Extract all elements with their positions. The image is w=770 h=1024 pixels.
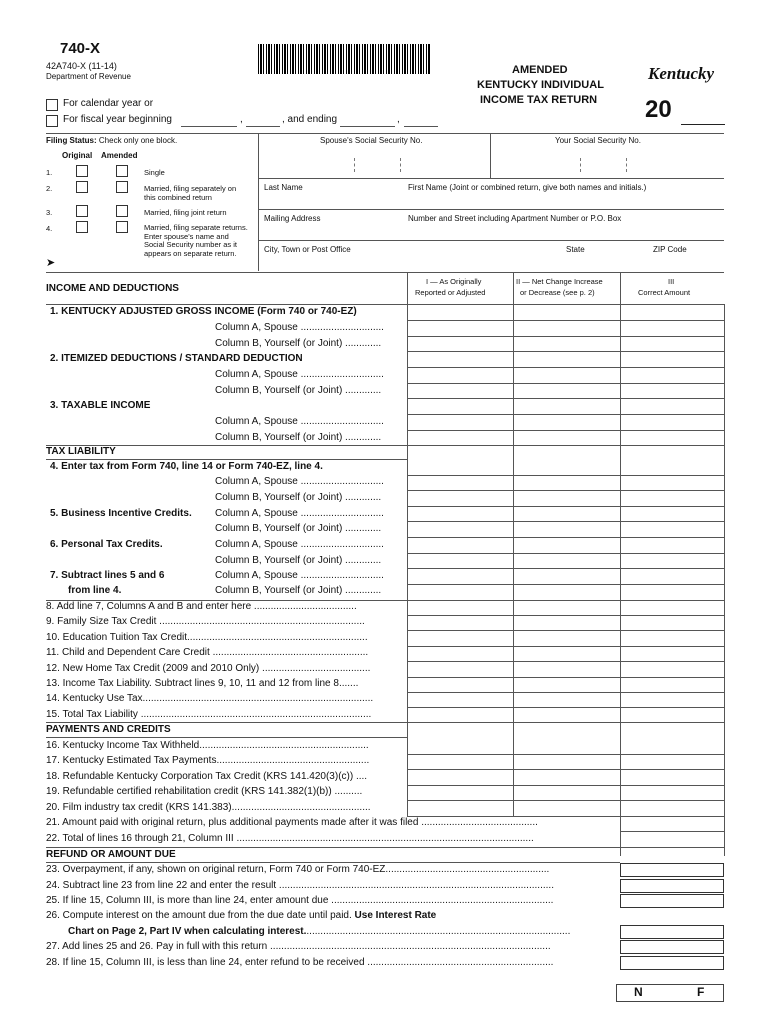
- line-24-label: 24. Subtract line 23 from line 22 and enter the result ...................................................................................................: [46, 880, 554, 891]
- tax-liability-title: TAX LIABILITY: [46, 446, 116, 457]
- fiscal-separator: ,: [240, 114, 243, 125]
- title-line1: AMENDED: [512, 64, 568, 76]
- line-26-label-2: Chart on Page 2, Part IV when calculating interest................................................................................................: [68, 926, 571, 937]
- your-ssn-label: Your Social Security No.: [555, 136, 641, 145]
- status-num-3: 3.: [46, 208, 53, 217]
- last-name-label: Last Name: [264, 183, 303, 192]
- line-22-field[interactable]: [46, 847, 724, 848]
- line-3-col-b-label: Column B, Yourself (or Joint) .............: [215, 432, 382, 443]
- calendar-year-checkbox[interactable]: [46, 99, 58, 111]
- line-10-label: 10. Education Tuition Tax Credit.................................................................: [46, 632, 368, 643]
- title-line3: INCOME TAX RETURN: [480, 94, 598, 106]
- form-code: 42A740-X (11-14): [46, 61, 117, 71]
- name-field[interactable]: [258, 209, 724, 210]
- status-4-label: Married, filing separate returns. Enter spouse's name and Social Security number as it appears on separate return.: [144, 223, 248, 258]
- col3-header-2: Correct Amount: [638, 288, 691, 297]
- line-23-label: 23. Overpayment, if any, shown on original return, Form 740 or Form 740-EZ...........................................................: [46, 864, 550, 875]
- fiscal-end-separator: ,: [397, 114, 400, 125]
- line-1-col-b-field[interactable]: [407, 351, 724, 352]
- line-27-label: 27. Add lines 25 and 26. Pay in full with this return .....................................................................................................: [46, 941, 551, 952]
- status-3-label: Married, filing joint return: [144, 208, 227, 217]
- spouse-ssn-field[interactable]: [354, 158, 355, 172]
- zip-label: ZIP Code: [653, 245, 687, 254]
- line-4-col-b-field[interactable]: [407, 506, 724, 507]
- filing-status-title: Filing Status: Check only one block.: [46, 136, 178, 145]
- status-num-2: 2.: [46, 184, 53, 193]
- line-17-field[interactable]: [407, 769, 724, 770]
- status-3-original-checkbox[interactable]: [76, 205, 88, 217]
- line-9-field[interactable]: [407, 630, 724, 631]
- status-2-label: Married, filing separately on this combined return: [144, 184, 237, 202]
- line-28-label: 28. If line 15, Column III, is less than line 24, enter refund to be received ...................................................................: [46, 957, 554, 968]
- line-21-label: 21. Amount paid with original return, plus additional payments made after it was filed ..........................................: [46, 817, 538, 828]
- line-8-label: 8. Add line 7, Columns A and B and enter here .....................................: [46, 601, 357, 612]
- line-11-label: 11. Child and Dependent Care Credit ........................................................: [46, 647, 369, 658]
- f-marker: F: [697, 985, 705, 999]
- title-line2: KENTUCKY INDIVIDUAL: [477, 79, 604, 91]
- line-11-field[interactable]: [407, 661, 724, 662]
- line-4-label: 4. Enter tax from Form 740, line 14 or Form 740-EZ, line 4.: [50, 461, 323, 472]
- line-14-field[interactable]: [407, 707, 724, 708]
- form-number: 740-X: [60, 40, 101, 57]
- col-amended: Amended: [101, 151, 138, 160]
- fiscal-begin-year-field[interactable]: [246, 126, 280, 127]
- line-13-field[interactable]: [407, 692, 724, 693]
- col3-header-1: III: [668, 277, 675, 286]
- line-23-field[interactable]: [620, 863, 724, 877]
- fiscal-year-label: For fiscal year beginning: [63, 114, 172, 125]
- line-6-col-b-field[interactable]: [407, 568, 724, 569]
- line-5-col-b-label: Column B, Yourself (or Joint) .............: [215, 523, 382, 534]
- payments-title: PAYMENTS AND CREDITS: [46, 724, 171, 735]
- line-1-col-a-field[interactable]: [407, 336, 724, 337]
- line-6-col-a-label: Column A, Spouse ..............................: [215, 539, 384, 550]
- status-1-original-checkbox[interactable]: [76, 165, 88, 177]
- line-3-col-b-field[interactable]: [46, 445, 724, 446]
- line-7-col-a-label: Column A, Spouse ..............................: [215, 570, 384, 581]
- address-field[interactable]: [258, 240, 724, 241]
- line-4-col-a-field[interactable]: [407, 490, 724, 491]
- line-22-label: 22. Total of lines 16 through 21, Column III ...........................................................................................................: [46, 833, 534, 844]
- line-28-field[interactable]: [620, 956, 724, 970]
- street-label: Number and Street including Apartment Number or P.O. Box: [408, 214, 622, 223]
- status-1-label: Single: [144, 168, 165, 177]
- line-2-label: 2. ITEMIZED DEDUCTIONS / STANDARD DEDUCTION: [50, 353, 303, 364]
- line-26-field[interactable]: [620, 925, 724, 939]
- arrow-icon: ➤: [46, 257, 56, 269]
- line-5-col-b-field[interactable]: [407, 537, 724, 538]
- line-6-col-a-field[interactable]: [407, 553, 724, 554]
- line-16-field[interactable]: [407, 754, 724, 755]
- status-num-4: 4.: [46, 224, 53, 233]
- line-2-col-b-field[interactable]: [407, 398, 724, 399]
- line-25-field[interactable]: [620, 894, 724, 908]
- line-1-label: 1. KENTUCKY ADJUSTED GROSS INCOME (Form 740 or 740-EZ): [50, 306, 357, 317]
- line-19-label: 19. Refundable certified rehabilitation credit (KRS 141.382(1)(b)) ..........: [46, 786, 363, 797]
- line-14-label: 14. Kentucky Use Tax...................................................................................: [46, 693, 374, 704]
- line-18-field[interactable]: [407, 785, 724, 786]
- status-num-1: 1.: [46, 168, 53, 177]
- line-26-label: 26. Compute interest on the amount due from the due date until paid. Use Interest Rate: [46, 910, 437, 921]
- line-5-col-a-field[interactable]: [407, 521, 724, 522]
- fiscal-end-year-field[interactable]: [404, 126, 438, 127]
- status-1-amended-checkbox[interactable]: [116, 165, 128, 177]
- line-15-field[interactable]: [46, 722, 724, 723]
- line-12-label: 12. New Home Tax Credit (2009 and 2010 Only) .......................................: [46, 663, 371, 674]
- line-24-field[interactable]: [620, 879, 724, 893]
- department: Department of Revenue: [46, 72, 131, 81]
- your-ssn-field[interactable]: [580, 158, 581, 172]
- line-2-col-b-label: Column B, Yourself (or Joint) .............: [215, 385, 382, 396]
- fiscal-year-checkbox[interactable]: [46, 115, 58, 127]
- status-2-amended-checkbox[interactable]: [116, 181, 128, 193]
- n-marker: N: [634, 985, 643, 999]
- fiscal-begin-field[interactable]: [181, 126, 237, 127]
- line-6-label: 6. Personal Tax Credits.: [50, 539, 163, 550]
- line-2-col-a-label: Column A, Spouse ..............................: [215, 369, 384, 380]
- line-17-label: 17. Kentucky Estimated Tax Payments.......................................................: [46, 755, 370, 766]
- barcode: [258, 44, 430, 74]
- col-original: Original: [62, 151, 93, 160]
- year-prefix: 20: [645, 96, 672, 123]
- line-18-label: 18. Refundable Kentucky Corporation Tax Credit (KRS 141.420(3)(c)) ....: [46, 771, 368, 782]
- line-27-field[interactable]: [620, 940, 724, 954]
- line-2-col-a-field[interactable]: [407, 383, 724, 384]
- col1-header-2: Reported or Adjusted: [415, 288, 486, 297]
- line-6-col-b-label: Column B, Yourself (or Joint) .............: [215, 555, 382, 566]
- line-16-label: 16. Kentucky Income Tax Withheld.............................................................: [46, 740, 369, 751]
- line-7-col-b-label: Column B, Yourself (or Joint) .............: [215, 585, 382, 596]
- line-1-col-a-label: Column A, Spouse ..............................: [215, 322, 384, 333]
- calendar-year-label: For calendar year or: [63, 98, 154, 109]
- col2-header-2: or Decrease (see p. 2): [520, 288, 595, 297]
- line-25-label: 25. If line 15, Column III, is more than line 24, enter amount due ................................................................................: [46, 895, 554, 906]
- status-2-original-checkbox[interactable]: [76, 181, 88, 193]
- state-label: State: [566, 245, 585, 254]
- line-4-col-a-label: Column A, Spouse ..............................: [215, 476, 384, 487]
- status-3-amended-checkbox[interactable]: [116, 205, 128, 217]
- line-15-label: 15. Total Tax Liability ...................................................................................: [46, 709, 372, 720]
- status-4-amended-checkbox[interactable]: [116, 221, 128, 233]
- line-3-col-a-field[interactable]: [407, 430, 724, 431]
- line-1-col-b-label: Column B, Yourself (or Joint) .............: [215, 338, 382, 349]
- line-9-label: 9. Family Size Tax Credit ..........................................................................: [46, 616, 365, 627]
- line-3-col-a-label: Column A, Spouse ..............................: [215, 416, 384, 427]
- nf-box: [616, 984, 724, 1002]
- line-5-col-a-label: Column A, Spouse ..............................: [215, 508, 384, 519]
- line-19-field[interactable]: [407, 800, 724, 801]
- col1-header-1: I — As Originally: [426, 277, 482, 286]
- income-section-title: INCOME AND DEDUCTIONS: [46, 283, 179, 294]
- line-7-col-a-field[interactable]: [407, 584, 724, 585]
- line-12-field[interactable]: [407, 677, 724, 678]
- col2-header-1: II — Net Change Increase: [516, 277, 603, 286]
- status-4-original-checkbox[interactable]: [76, 221, 88, 233]
- fiscal-end-field[interactable]: [340, 126, 395, 127]
- mailing-address-label: Mailing Address: [264, 214, 321, 223]
- line-20-label: 20. Film industry tax credit (KRS 141.383)..................................................: [46, 802, 371, 813]
- line-7-label: 7. Subtract lines 5 and 6: [50, 570, 165, 581]
- line-21-field[interactable]: [620, 831, 724, 832]
- line-7-label-2: from line 4.: [68, 585, 122, 596]
- refund-title: REFUND OR AMOUNT DUE: [46, 849, 176, 860]
- first-name-label: First Name (Joint or combined return, give both names and initials.): [408, 183, 647, 192]
- spouse-ssn-label: Spouse's Social Security No.: [320, 136, 423, 145]
- fiscal-ending-label: , and ending: [282, 114, 338, 125]
- line-8-field[interactable]: [407, 615, 724, 616]
- city-label: City, Town or Post Office: [264, 245, 351, 254]
- line-10-field[interactable]: [407, 646, 724, 647]
- line-13-label: 13. Income Tax Liability. Subtract lines 9, 10, 11 and 12 from line 8.......: [46, 678, 359, 689]
- line-4-col-b-label: Column B, Yourself (or Joint) .............: [215, 492, 382, 503]
- kentucky-logo: Kentucky: [648, 64, 715, 83]
- line-3-label: 3. TAXABLE INCOME: [50, 400, 151, 411]
- line-5-label: 5. Business Incentive Credits.: [50, 508, 192, 519]
